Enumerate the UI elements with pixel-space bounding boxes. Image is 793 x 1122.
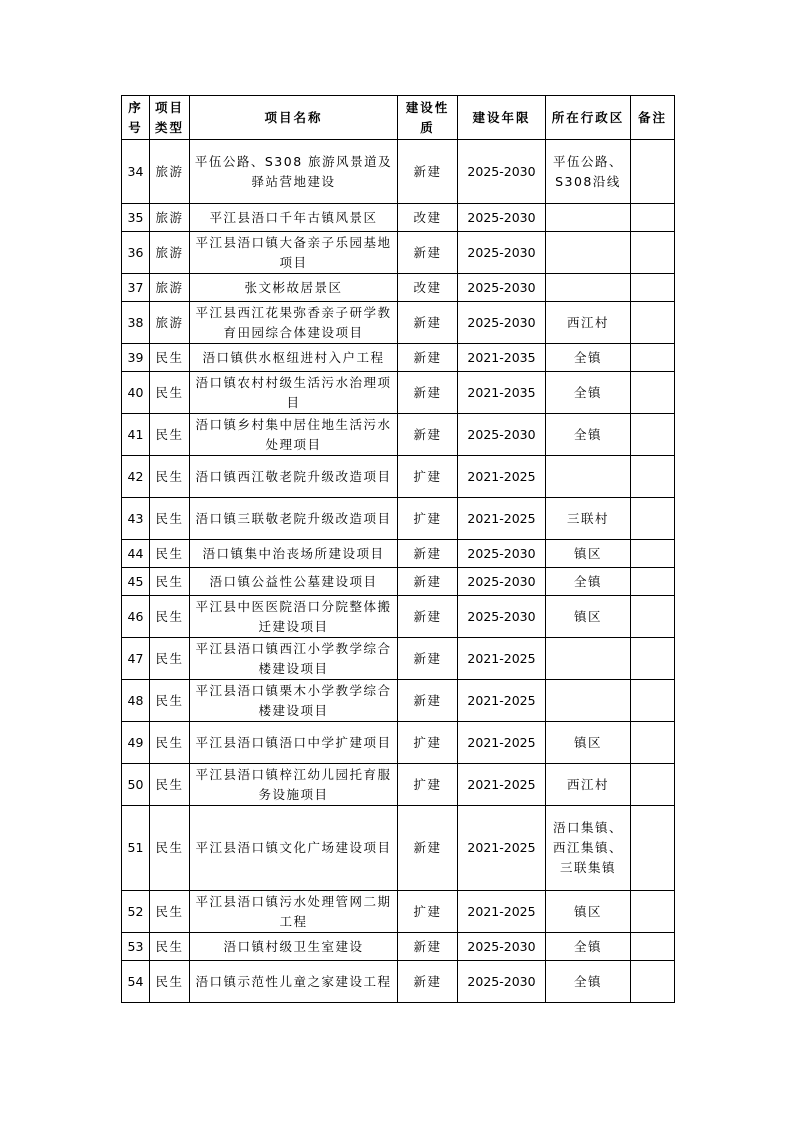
- cell-nature: 新建: [398, 568, 458, 596]
- cell-seq: 34: [122, 140, 150, 204]
- cell-nature: 新建: [398, 414, 458, 456]
- cell-nature: 扩建: [398, 891, 458, 933]
- cell-region: 全镇: [546, 933, 631, 961]
- cell-remark: [631, 372, 675, 414]
- cell-name: 平江县浯口镇栗木小学教学综合楼建设项目: [190, 680, 398, 722]
- cell-type: 民生: [150, 933, 190, 961]
- cell-name: 平江县浯口镇浯口中学扩建项目: [190, 722, 398, 764]
- cell-nature: 改建: [398, 274, 458, 302]
- cell-seq: 37: [122, 274, 150, 302]
- cell-nature: 新建: [398, 961, 458, 1003]
- cell-name: 平江县中医医院浯口分院整体搬迁建设项目: [190, 596, 398, 638]
- cell-nature: 扩建: [398, 722, 458, 764]
- cell-seq: 45: [122, 568, 150, 596]
- cell-type: 民生: [150, 540, 190, 568]
- cell-nature: 新建: [398, 344, 458, 372]
- cell-type: 民生: [150, 680, 190, 722]
- cell-nature: 新建: [398, 638, 458, 680]
- cell-period: 2021-2035: [458, 344, 546, 372]
- cell-type: 民生: [150, 568, 190, 596]
- table-row: [122, 722, 675, 764]
- cell-remark: [631, 764, 675, 806]
- cell-name: 浯口镇乡村集中居住地生活污水处理项目: [190, 414, 398, 456]
- cell-period: 2025-2030: [458, 140, 546, 204]
- cell-seq: 49: [122, 722, 150, 764]
- project-table: [121, 95, 675, 1003]
- cell-seq: 42: [122, 456, 150, 498]
- cell-type: 旅游: [150, 302, 190, 344]
- cell-period: 2025-2030: [458, 540, 546, 568]
- cell-period: 2025-2030: [458, 596, 546, 638]
- cell-period: 2021-2025: [458, 764, 546, 806]
- table-row: [122, 498, 675, 540]
- cell-name: 平江县浯口千年古镇风景区: [190, 204, 398, 232]
- cell-seq: 36: [122, 232, 150, 274]
- table-row: [122, 204, 675, 232]
- header-type: 项目类型: [150, 96, 190, 140]
- header-region: 所在行政区: [546, 96, 631, 140]
- cell-region: 西江村: [546, 764, 631, 806]
- cell-name: 浯口镇示范性儿童之家建设工程: [190, 961, 398, 1003]
- table-header-row: [122, 96, 675, 140]
- table-row: [122, 302, 675, 344]
- cell-region: 全镇: [546, 372, 631, 414]
- cell-seq: 48: [122, 680, 150, 722]
- cell-period: 2021-2035: [458, 372, 546, 414]
- cell-remark: [631, 414, 675, 456]
- cell-remark: [631, 806, 675, 891]
- cell-region: 全镇: [546, 414, 631, 456]
- table-row: [122, 140, 675, 204]
- cell-nature: 新建: [398, 933, 458, 961]
- cell-type: 旅游: [150, 274, 190, 302]
- cell-period: 2025-2030: [458, 232, 546, 274]
- cell-seq: 39: [122, 344, 150, 372]
- cell-region: 西江村: [546, 302, 631, 344]
- cell-type: 民生: [150, 891, 190, 933]
- table-row: [122, 414, 675, 456]
- cell-name: 平江县西江花果弥香亲子研学教育田园综合体建设项目: [190, 302, 398, 344]
- cell-name: 浯口镇供水枢纽进村入户工程: [190, 344, 398, 372]
- cell-seq: 54: [122, 961, 150, 1003]
- header-period: 建设年限: [458, 96, 546, 140]
- cell-region: 镇区: [546, 596, 631, 638]
- cell-seq: 53: [122, 933, 150, 961]
- cell-remark: [631, 344, 675, 372]
- cell-nature: 扩建: [398, 764, 458, 806]
- table-row: [122, 961, 675, 1003]
- cell-remark: [631, 204, 675, 232]
- cell-period: 2021-2025: [458, 891, 546, 933]
- cell-period: 2021-2025: [458, 456, 546, 498]
- cell-remark: [631, 722, 675, 764]
- table-row: [122, 933, 675, 961]
- cell-period: 2025-2030: [458, 933, 546, 961]
- header-seq: 序号: [122, 96, 150, 140]
- cell-name: 平江县浯口镇污水处理管网二期工程: [190, 891, 398, 933]
- cell-region: 镇区: [546, 540, 631, 568]
- header-name: 项目名称: [190, 96, 398, 140]
- cell-region: [546, 204, 631, 232]
- cell-name: 平江县浯口镇西江小学教学综合楼建设项目: [190, 638, 398, 680]
- cell-period: 2021-2025: [458, 806, 546, 891]
- cell-seq: 43: [122, 498, 150, 540]
- cell-remark: [631, 568, 675, 596]
- cell-region: 全镇: [546, 344, 631, 372]
- table-row: [122, 596, 675, 638]
- cell-seq: 44: [122, 540, 150, 568]
- cell-remark: [631, 140, 675, 204]
- cell-remark: [631, 891, 675, 933]
- cell-period: 2025-2030: [458, 414, 546, 456]
- cell-type: 民生: [150, 806, 190, 891]
- cell-name: 浯口镇农村村级生活污水治理项目: [190, 372, 398, 414]
- cell-nature: 新建: [398, 806, 458, 891]
- header-remark: 备注: [631, 96, 675, 140]
- cell-type: 民生: [150, 456, 190, 498]
- cell-region: 镇区: [546, 722, 631, 764]
- cell-region: 全镇: [546, 961, 631, 1003]
- cell-nature: 扩建: [398, 498, 458, 540]
- cell-remark: [631, 274, 675, 302]
- cell-nature: 新建: [398, 140, 458, 204]
- cell-seq: 52: [122, 891, 150, 933]
- cell-period: 2025-2030: [458, 961, 546, 1003]
- table-row: [122, 540, 675, 568]
- cell-period: 2025-2030: [458, 274, 546, 302]
- cell-remark: [631, 680, 675, 722]
- cell-type: 民生: [150, 638, 190, 680]
- cell-nature: 新建: [398, 372, 458, 414]
- cell-remark: [631, 933, 675, 961]
- cell-type: 旅游: [150, 204, 190, 232]
- cell-seq: 38: [122, 302, 150, 344]
- cell-remark: [631, 540, 675, 568]
- cell-type: 民生: [150, 498, 190, 540]
- table-row: [122, 568, 675, 596]
- table-row: [122, 680, 675, 722]
- cell-name: 张文彬故居景区: [190, 274, 398, 302]
- cell-region: [546, 638, 631, 680]
- cell-seq: 51: [122, 806, 150, 891]
- cell-nature: 新建: [398, 302, 458, 344]
- cell-name: 浯口镇村级卫生室建设: [190, 933, 398, 961]
- cell-remark: [631, 961, 675, 1003]
- table-row: [122, 456, 675, 498]
- cell-seq: 35: [122, 204, 150, 232]
- cell-name: 平江县浯口镇梓江幼儿园托育服务设施项目: [190, 764, 398, 806]
- cell-nature: 改建: [398, 204, 458, 232]
- cell-period: 2025-2030: [458, 204, 546, 232]
- table-row: [122, 232, 675, 274]
- cell-seq: 40: [122, 372, 150, 414]
- cell-region: 三联村: [546, 498, 631, 540]
- cell-name: 平江县浯口镇文化广场建设项目: [190, 806, 398, 891]
- table-row: [122, 891, 675, 933]
- cell-period: 2021-2025: [458, 498, 546, 540]
- cell-type: 民生: [150, 344, 190, 372]
- cell-seq: 46: [122, 596, 150, 638]
- table-row: [122, 344, 675, 372]
- cell-name: 平江县浯口镇大备亲子乐园基地项目: [190, 232, 398, 274]
- cell-type: 民生: [150, 764, 190, 806]
- cell-name: 平伍公路、S308 旅游风景道及驿站营地建设: [190, 140, 398, 204]
- cell-type: 民生: [150, 372, 190, 414]
- cell-region: 全镇: [546, 568, 631, 596]
- cell-type: 民生: [150, 414, 190, 456]
- cell-remark: [631, 638, 675, 680]
- cell-seq: 47: [122, 638, 150, 680]
- cell-name: 浯口镇公益性公墓建设项目: [190, 568, 398, 596]
- cell-period: 2021-2025: [458, 638, 546, 680]
- table-row: [122, 806, 675, 891]
- cell-region: [546, 680, 631, 722]
- cell-type: 民生: [150, 596, 190, 638]
- cell-type: 旅游: [150, 232, 190, 274]
- cell-period: 2025-2030: [458, 302, 546, 344]
- cell-type: 民生: [150, 961, 190, 1003]
- cell-type: 民生: [150, 722, 190, 764]
- cell-seq: 41: [122, 414, 150, 456]
- table-row: [122, 638, 675, 680]
- cell-seq: 50: [122, 764, 150, 806]
- header-nature: 建设性质: [398, 96, 458, 140]
- cell-period: 2025-2030: [458, 568, 546, 596]
- cell-type: 旅游: [150, 140, 190, 204]
- cell-nature: 新建: [398, 680, 458, 722]
- cell-region: 镇区: [546, 891, 631, 933]
- cell-region: [546, 232, 631, 274]
- cell-region: [546, 456, 631, 498]
- cell-nature: 新建: [398, 596, 458, 638]
- table-row: [122, 764, 675, 806]
- cell-nature: 新建: [398, 232, 458, 274]
- cell-remark: [631, 456, 675, 498]
- cell-region: [546, 274, 631, 302]
- cell-period: 2021-2025: [458, 680, 546, 722]
- cell-nature: 新建: [398, 540, 458, 568]
- cell-name: 浯口镇集中治丧场所建设项目: [190, 540, 398, 568]
- table-row: [122, 274, 675, 302]
- cell-period: 2021-2025: [458, 722, 546, 764]
- cell-remark: [631, 232, 675, 274]
- cell-region: 平伍公路、S308沿线: [546, 140, 631, 204]
- cell-remark: [631, 498, 675, 540]
- cell-remark: [631, 302, 675, 344]
- table-row: [122, 372, 675, 414]
- cell-remark: [631, 596, 675, 638]
- cell-region: 浯口集镇、西江集镇、三联集镇: [546, 806, 631, 891]
- cell-name: 浯口镇三联敬老院升级改造项目: [190, 498, 398, 540]
- cell-nature: 扩建: [398, 456, 458, 498]
- cell-name: 浯口镇西江敬老院升级改造项目: [190, 456, 398, 498]
